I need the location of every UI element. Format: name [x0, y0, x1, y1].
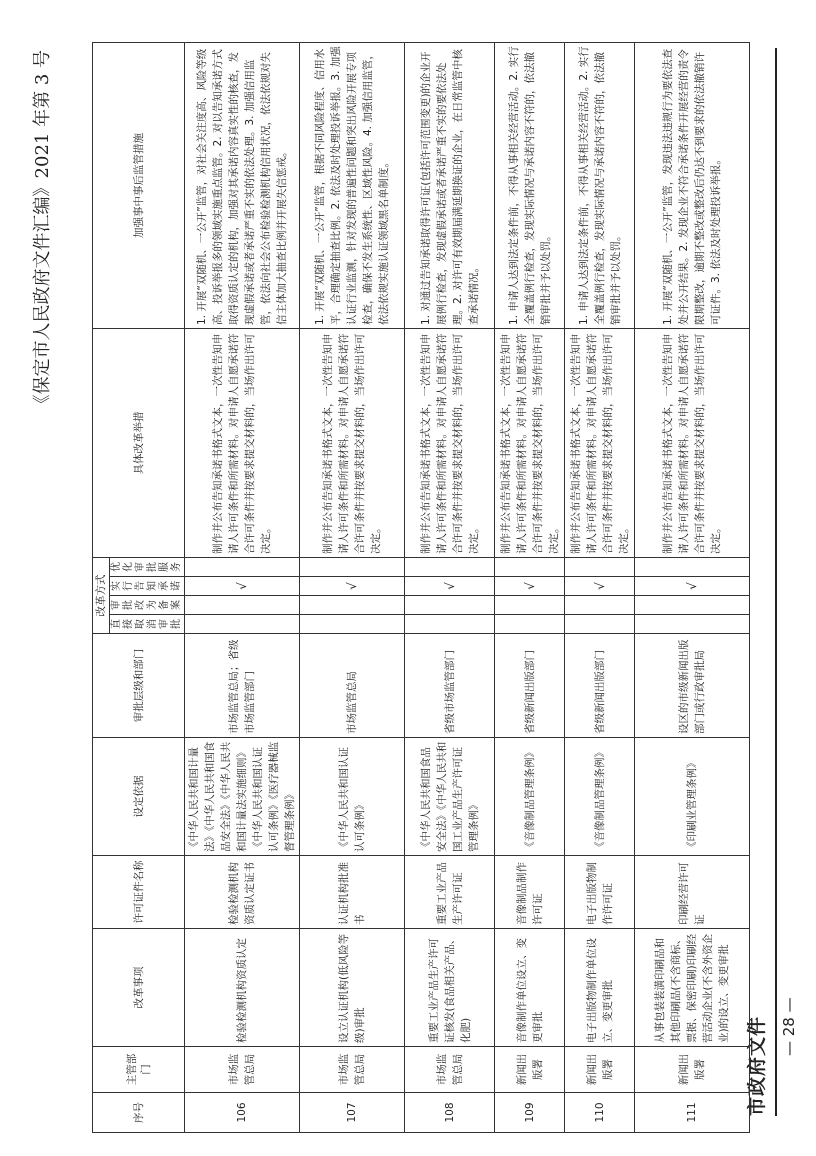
col-header-modes: 改革方式	[93, 558, 110, 634]
col-header-mode4: 优化审批服务	[110, 558, 185, 577]
header-right-title: 《保定市人民政府文件汇编》2021 年第 3 号	[32, 50, 53, 413]
cell-mode3: √	[495, 577, 565, 596]
cell-mode4	[635, 558, 750, 577]
col-header-num: 序号	[93, 1093, 185, 1133]
cell-item: 设立认证机构(低风险等级)审批	[300, 929, 405, 1047]
cell-measures: 制作并公布告知承诺书格式文本，一次性告知申请人许可条件和所需材料。对申请人自愿承诺符合许可条件并按要求提交材料的，当场作出许可决定。	[565, 329, 635, 558]
cell-supervision: 1. 开展“双随机、一公开”监管，发现违法违规行为要依法查处并公开结果。2. 发现企业不符合承诺条件开展经营的责令限期整改，逾期不整改或整改后仍达不到要求的依法撤销许可证件。3. 依法及时处理投诉举报。	[635, 43, 750, 329]
col-header-supervision: 加强事中事后监管措施	[93, 43, 185, 329]
cell-mode1	[405, 615, 495, 634]
cell-num: 106	[185, 1093, 300, 1133]
cell-supervision: 1. 对通过告知承诺取得许可证(包括许可范围变更)的企业开展例行检查，发现虚假承诺或者承诺严重不实的要依法处理。2. 对许可有效期届满延期换证的企业，在日常监管中核查承诺情况。	[405, 43, 495, 329]
cell-dept: 新闻出版署	[635, 1047, 750, 1093]
cell-mode2	[495, 596, 565, 615]
table-row	[185, 43, 300, 1133]
cell-level: 设区的市级新闻出版部门或行政审批局	[635, 634, 750, 738]
cell-basis: 《中华人民共和国认证认可条例》	[300, 738, 405, 856]
cell-measures: 制作并公布告知承诺书格式文本，一次性告知申请人许可条件和所需材料。对申请人自愿承诺符合许可条件并按要求提交材料的，当场作出许可决定。	[405, 329, 495, 558]
cell-permit: 检验检测机构资质认定证书	[185, 856, 300, 929]
cell-mode2	[635, 596, 750, 615]
cell-num: 109	[495, 1093, 565, 1133]
cell-level: 省级市场监管部门	[405, 634, 495, 738]
cell-mode1	[300, 615, 405, 634]
page-number: — 28 —	[780, 997, 798, 1056]
cell-num: 111	[635, 1093, 750, 1133]
cell-mode2	[565, 596, 635, 615]
cell-item: 电子出版物制作单位设立、变更审批	[565, 929, 635, 1047]
cell-permit: 电子出版物制作许可证	[565, 856, 635, 929]
cell-permit: 印刷经营许可证	[635, 856, 750, 929]
col-header-mode3: 实行告知承诺	[110, 577, 185, 596]
cell-measures: 制作并公布告知承诺书格式文本，一次性告知申请人许可条件和所需材料。对申请人自愿承诺符合许可条件并按要求提交材料的，当场作出许可决定。	[185, 329, 300, 558]
col-header-mode1: 直接取消审批	[110, 615, 185, 634]
col-header-mode2: 审批改为备案	[110, 596, 185, 615]
cell-dept: 市场监管总局	[300, 1047, 405, 1093]
cell-item: 检验检测机构资质认定	[185, 929, 300, 1047]
cell-basis: 《印刷业管理条例》	[635, 738, 750, 856]
cell-supervision: 1. 开展“双随机、一公开”监管，根据不同风险程度、信用水平，合理确定抽查比例。2. 依法及时处理投诉举报。3. 加强认证行业监测，针对发现的普遍性问题和突出风险开展专项检查，确保不发生系统性、区域性风险。4. 加强信用监管，依法依规实施认证领域黑名单制度。	[300, 43, 405, 329]
cell-mode1	[635, 615, 750, 634]
reform-table	[92, 42, 750, 1133]
cell-mode1	[565, 615, 635, 634]
cell-dept: 新闻出版署	[565, 1047, 635, 1093]
cell-mode1	[185, 615, 300, 634]
cell-mode4	[495, 558, 565, 577]
cell-measures: 制作并公布告知承诺书格式文本，一次性告知申请人许可条件和所需材料。对申请人自愿承诺符合许可条件并按要求提交材料的，当场作出许可决定。	[300, 329, 405, 558]
cell-permit: 重要工业产品生产许可证	[405, 856, 495, 929]
cell-level: 市场监管总局；省级市场监管部门	[185, 634, 300, 738]
col-header-permit: 许可证件名称	[93, 856, 185, 929]
cell-item: 音像制作单位设立、变更审批	[495, 929, 565, 1047]
cell-mode1	[495, 615, 565, 634]
table-row	[405, 43, 495, 1133]
cell-basis: 《音像制品管理条例》	[495, 738, 565, 856]
cell-level: 省级新闻出版部门	[565, 634, 635, 738]
cell-measures: 制作并公布告知承诺书格式文本，一次性告知申请人许可条件和所需材料。对申请人自愿承诺符合许可条件并按要求提交材料的，当场作出许可决定。	[635, 329, 750, 558]
header-row	[93, 43, 110, 1133]
col-header-basis: 设定依据	[93, 738, 185, 856]
cell-mode4	[565, 558, 635, 577]
cell-level: 省级新闻出版部门	[495, 634, 565, 738]
cell-item: 从事包装装潢印刷品和其他印刷品(不含商标、票据、保密印刷)印刷经营活动企业(不含外资企业)的设立、变更审批	[635, 929, 750, 1047]
cell-permit: 认证机构批准书	[300, 856, 405, 929]
cell-mode3: √	[635, 577, 750, 596]
table-row	[300, 43, 405, 1133]
cell-basis: 《中华人民共和国食品安全法》《中华人民共和国工业产品生产许可证管理条例》	[405, 738, 495, 856]
cell-dept: 新闻出版署	[495, 1047, 565, 1093]
cell-permit: 音像制品制作许可证	[495, 856, 565, 929]
table-row	[495, 43, 565, 1133]
cell-basis: 《音像制品管理条例》	[565, 738, 635, 856]
header-rule	[775, 48, 777, 1116]
cell-mode3: √	[300, 577, 405, 596]
cell-mode3: √	[185, 577, 300, 596]
cell-dept: 市场监管总局	[185, 1047, 300, 1093]
cell-mode4	[405, 558, 495, 577]
cell-supervision: 1. 申请人达到法定条件前，不得从事相关经营活动。2. 实行全覆盖例行检查，发现实际情况与承诺内容不符的，依法撤销审批并予以处罚。	[565, 43, 635, 329]
table-row	[565, 43, 635, 1133]
cell-num: 110	[565, 1093, 635, 1133]
cell-mode2	[300, 596, 405, 615]
cell-level: 市场监管总局	[300, 634, 405, 738]
cell-num: 107	[300, 1093, 405, 1133]
cell-mode3: √	[565, 577, 635, 596]
col-header-dept: 主管部门	[93, 1047, 185, 1093]
cell-basis: 《中华人民共和国计量法》《中华人民共和国食品安全法》《中华人民共和国计量法实施细则》《中华人民共和国认证认可条例》《医疗器械监督管理条例》	[185, 738, 300, 856]
cell-item: 重要工业产品生产许可证核发(食品相关产品、化肥)	[405, 929, 495, 1047]
cell-mode4	[300, 558, 405, 577]
cell-measures: 制作并公布告知承诺书格式文本，一次性告知申请人许可条件和所需材料。对申请人自愿承诺符合许可条件并按要求提交材料的，当场作出许可决定。	[495, 329, 565, 558]
cell-mode3: √	[405, 577, 495, 596]
cell-supervision: 1. 开展“双随机、一公开”监管，对社会关注度高、风险等级高、投诉举报多的领域实施重点监管。2. 对以告知承诺方式取得资质认定的机构，加强对其承诺内容真实性的核查，发现虚假承诺或者承诺严重不实的依法处理。3. 加强信用监管，依法向社会公布检验检测机构信用状况，依法依规对失信主体加大抽查比例并开展失信惩戒。	[185, 43, 300, 329]
cell-num: 108	[405, 1093, 495, 1133]
cell-supervision: 1. 申请人达到法定条件前，不得从事相关经营活动。2. 实行全覆盖例行检查，发现实际情况与承诺内容不符的，依法撤销审批并予以处罚。	[495, 43, 565, 329]
cell-mode4	[185, 558, 300, 577]
table-row	[635, 43, 750, 1133]
col-header-item: 改革事项	[93, 929, 185, 1047]
col-header-measures: 具体改革举措	[93, 329, 185, 558]
header-left-title: 市政府文件	[746, 1015, 768, 1116]
cell-dept: 市场监管总局	[405, 1047, 495, 1093]
cell-mode2	[185, 596, 300, 615]
col-header-level: 审批层级和部门	[93, 634, 185, 738]
cell-mode2	[405, 596, 495, 615]
